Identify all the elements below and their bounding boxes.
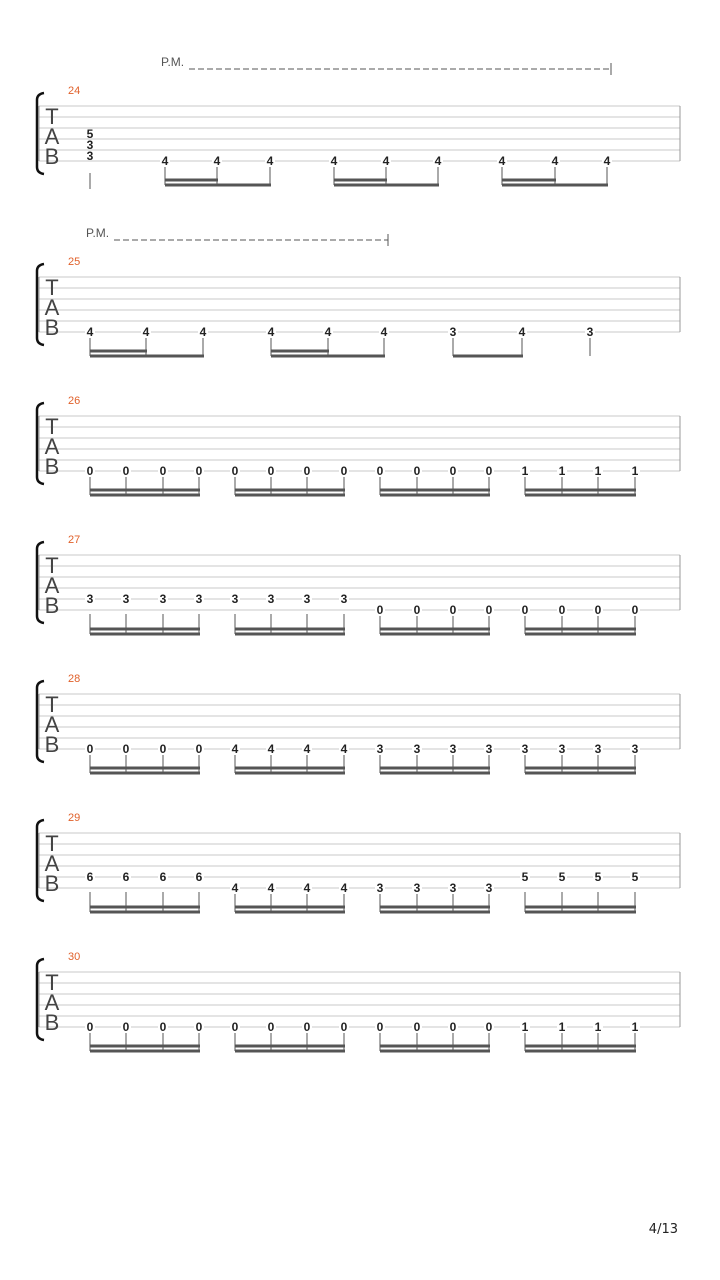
fret-number: 0 <box>340 1020 348 1034</box>
tab-clef-letter: T <box>45 414 59 439</box>
fret-number: 1 <box>521 1020 529 1034</box>
fret-number: 5 <box>86 127 94 141</box>
fret-number: 4 <box>324 325 332 339</box>
fret-number: 4 <box>267 742 275 756</box>
fret-number: 4 <box>303 742 311 756</box>
fret-number: 3 <box>376 881 384 895</box>
tab-clef-letter: A <box>44 434 60 459</box>
tab-clef-letter: A <box>44 124 60 149</box>
beam <box>90 767 200 770</box>
fret-number: 5 <box>521 870 529 884</box>
fret-number: 3 <box>485 881 493 895</box>
beam <box>380 911 490 914</box>
fret-number: 3 <box>586 325 594 339</box>
beam <box>90 772 200 775</box>
fret-number: 3 <box>413 881 421 895</box>
fret-number: 3 <box>449 325 457 339</box>
beam <box>380 489 490 492</box>
fret-number: 5 <box>594 870 602 884</box>
tab-clef-letter: T <box>45 275 59 300</box>
beam <box>525 1045 636 1048</box>
system-bracket <box>37 820 44 901</box>
system-bracket <box>37 93 44 174</box>
page-number: 4/13 <box>648 1222 678 1237</box>
fret-number: 0 <box>594 603 602 617</box>
fret-number: 0 <box>267 464 275 478</box>
fret-number: 3 <box>449 742 457 756</box>
tab-clef-letter: A <box>44 851 60 876</box>
fret-number: 4 <box>330 154 338 168</box>
fret-number: 4 <box>434 154 442 168</box>
fret-number: 0 <box>485 603 493 617</box>
fret-number: 0 <box>86 464 94 478</box>
measure-number: 27 <box>68 534 81 546</box>
beam <box>165 184 271 187</box>
fret-number: 4 <box>382 154 390 168</box>
beam <box>90 350 147 353</box>
beam <box>380 494 490 497</box>
fret-number: 0 <box>413 1020 421 1034</box>
beam <box>235 494 345 497</box>
fret-number: 3 <box>449 881 457 895</box>
system-bracket <box>37 264 44 345</box>
tab-system-25 <box>37 226 680 358</box>
beam <box>380 628 490 631</box>
fret-number: 4 <box>266 154 274 168</box>
fret-number: 3 <box>86 138 94 152</box>
beam <box>90 911 200 914</box>
fret-number: 4 <box>161 154 169 168</box>
measure-number: 24 <box>68 85 81 97</box>
fret-number: 6 <box>86 870 94 884</box>
beam <box>90 906 200 909</box>
tab-clef-letter: B <box>44 1010 60 1035</box>
fret-number: 0 <box>122 464 130 478</box>
beam <box>380 633 490 636</box>
fret-number: 4 <box>518 325 526 339</box>
fret-number: 0 <box>86 742 94 756</box>
fret-number: 4 <box>199 325 207 339</box>
fret-number: 0 <box>340 464 348 478</box>
palm-mute-label: P.M. <box>86 226 110 240</box>
fret-number: 3 <box>159 592 167 606</box>
tab-clef-letter: B <box>44 454 60 479</box>
fret-number: 4 <box>498 154 506 168</box>
beam <box>235 489 345 492</box>
fret-number: 3 <box>86 149 94 163</box>
tab-clef-letter: T <box>45 831 59 856</box>
beam <box>525 628 636 631</box>
beam <box>525 906 636 909</box>
fret-number: 5 <box>631 870 639 884</box>
fret-number: 0 <box>558 603 566 617</box>
palm-mute-label: P.M. <box>161 55 185 69</box>
fret-number: 4 <box>231 742 239 756</box>
fret-number: 1 <box>631 1020 639 1034</box>
fret-number: 3 <box>86 592 94 606</box>
tab-clef-letter: A <box>44 573 60 598</box>
fret-number: 3 <box>631 742 639 756</box>
beam <box>525 772 636 775</box>
beam <box>525 489 636 492</box>
fret-number: 3 <box>267 592 275 606</box>
beam <box>235 1050 345 1053</box>
beam <box>334 184 439 187</box>
fret-number: 0 <box>195 464 203 478</box>
tab-clef-letter: T <box>45 553 59 578</box>
fret-number: 3 <box>558 742 566 756</box>
fret-number: 0 <box>449 603 457 617</box>
beam <box>235 772 345 775</box>
fret-number: 3 <box>485 742 493 756</box>
fret-number: 4 <box>231 881 239 895</box>
fret-number: 4 <box>267 325 275 339</box>
fret-number: 6 <box>122 870 130 884</box>
fret-number: 0 <box>122 742 130 756</box>
fret-number: 3 <box>521 742 529 756</box>
fret-number: 1 <box>521 464 529 478</box>
beam <box>380 1045 490 1048</box>
system-bracket <box>37 959 44 1040</box>
fret-number: 3 <box>376 742 384 756</box>
fret-number: 0 <box>195 1020 203 1034</box>
tab-clef-letter: T <box>45 692 59 717</box>
system-bracket <box>37 542 44 623</box>
beam <box>90 1045 200 1048</box>
beam <box>235 911 345 914</box>
beam <box>334 179 387 182</box>
beam <box>90 355 204 358</box>
beam <box>525 1050 636 1053</box>
tab-clef-letter: B <box>44 871 60 896</box>
fret-number: 4 <box>340 881 348 895</box>
system-bracket <box>37 681 44 762</box>
fret-number: 0 <box>122 1020 130 1034</box>
tab-clef-letter: B <box>44 732 60 757</box>
fret-number: 0 <box>376 603 384 617</box>
fret-number: 3 <box>413 742 421 756</box>
fret-number: 0 <box>195 742 203 756</box>
fret-number: 0 <box>159 742 167 756</box>
fret-number: 4 <box>303 881 311 895</box>
beam <box>235 1045 345 1048</box>
beam <box>235 767 345 770</box>
fret-number: 5 <box>558 870 566 884</box>
fret-number: 4 <box>267 881 275 895</box>
system-bracket <box>37 403 44 484</box>
beam <box>165 179 218 182</box>
beam <box>380 772 490 775</box>
tab-system-27 <box>37 534 680 636</box>
beam <box>271 350 329 353</box>
fret-number: 0 <box>303 464 311 478</box>
beam <box>90 1050 200 1053</box>
fret-number: 0 <box>231 464 239 478</box>
beam <box>235 633 345 636</box>
tab-clef-letter: A <box>44 712 60 737</box>
fret-number: 4 <box>86 325 94 339</box>
tab-clef-letter: T <box>45 970 59 995</box>
fret-number: 0 <box>159 1020 167 1034</box>
beam <box>525 633 636 636</box>
beam <box>90 489 200 492</box>
beam <box>90 628 200 631</box>
fret-number: 4 <box>603 154 611 168</box>
fret-number: 0 <box>521 603 529 617</box>
fret-number: 0 <box>231 1020 239 1034</box>
fret-number: 1 <box>631 464 639 478</box>
fret-number: 3 <box>122 592 130 606</box>
beam <box>380 906 490 909</box>
tab-system-28 <box>37 673 680 775</box>
tab-clef-letter: B <box>44 593 60 618</box>
fret-number: 0 <box>449 1020 457 1034</box>
fret-number: 3 <box>340 592 348 606</box>
beam <box>90 633 200 636</box>
beam <box>453 355 523 358</box>
fret-number: 0 <box>413 603 421 617</box>
tab-clef-letter: B <box>44 315 60 340</box>
fret-number: 6 <box>159 870 167 884</box>
fret-number: 3 <box>303 592 311 606</box>
tab-system-26 <box>37 395 680 497</box>
measure-number: 28 <box>68 673 81 685</box>
beam <box>380 1050 490 1053</box>
beam <box>90 494 200 497</box>
tab-clef-letter: A <box>44 990 60 1015</box>
tab-clef-letter: A <box>44 295 60 320</box>
fret-number: 0 <box>267 1020 275 1034</box>
beam <box>235 628 345 631</box>
fret-number: 0 <box>413 464 421 478</box>
fret-number: 0 <box>159 464 167 478</box>
fret-number: 0 <box>376 1020 384 1034</box>
fret-number: 0 <box>485 464 493 478</box>
fret-number: 6 <box>195 870 203 884</box>
fret-number: 0 <box>303 1020 311 1034</box>
fret-number: 0 <box>485 1020 493 1034</box>
fret-number: 3 <box>195 592 203 606</box>
fret-number: 3 <box>231 592 239 606</box>
fret-number: 1 <box>594 1020 602 1034</box>
fret-number: 4 <box>551 154 559 168</box>
fret-number: 1 <box>558 464 566 478</box>
beam <box>235 906 345 909</box>
beam <box>525 767 636 770</box>
measure-number: 26 <box>68 395 81 407</box>
fret-number: 1 <box>558 1020 566 1034</box>
measure-number: 25 <box>68 256 81 268</box>
fret-number: 0 <box>86 1020 94 1034</box>
tab-system-30 <box>37 951 680 1053</box>
fret-number: 4 <box>213 154 221 168</box>
fret-number: 0 <box>376 464 384 478</box>
beam <box>525 494 636 497</box>
measure-number: 29 <box>68 812 81 824</box>
fret-number: 4 <box>340 742 348 756</box>
beam <box>525 911 636 914</box>
beam <box>502 179 556 182</box>
beam <box>380 767 490 770</box>
fret-number: 0 <box>631 603 639 617</box>
fret-number: 1 <box>594 464 602 478</box>
tab-clef-letter: T <box>45 104 59 129</box>
beam <box>271 355 385 358</box>
measure-number: 30 <box>68 951 81 963</box>
tab-system-29 <box>37 812 680 914</box>
fret-number: 4 <box>380 325 388 339</box>
fret-number: 0 <box>449 464 457 478</box>
tab-clef-letter: B <box>44 144 60 169</box>
fret-number: 4 <box>142 325 150 339</box>
fret-number: 3 <box>594 742 602 756</box>
tab-system-24 <box>37 55 680 189</box>
beam <box>502 184 608 187</box>
